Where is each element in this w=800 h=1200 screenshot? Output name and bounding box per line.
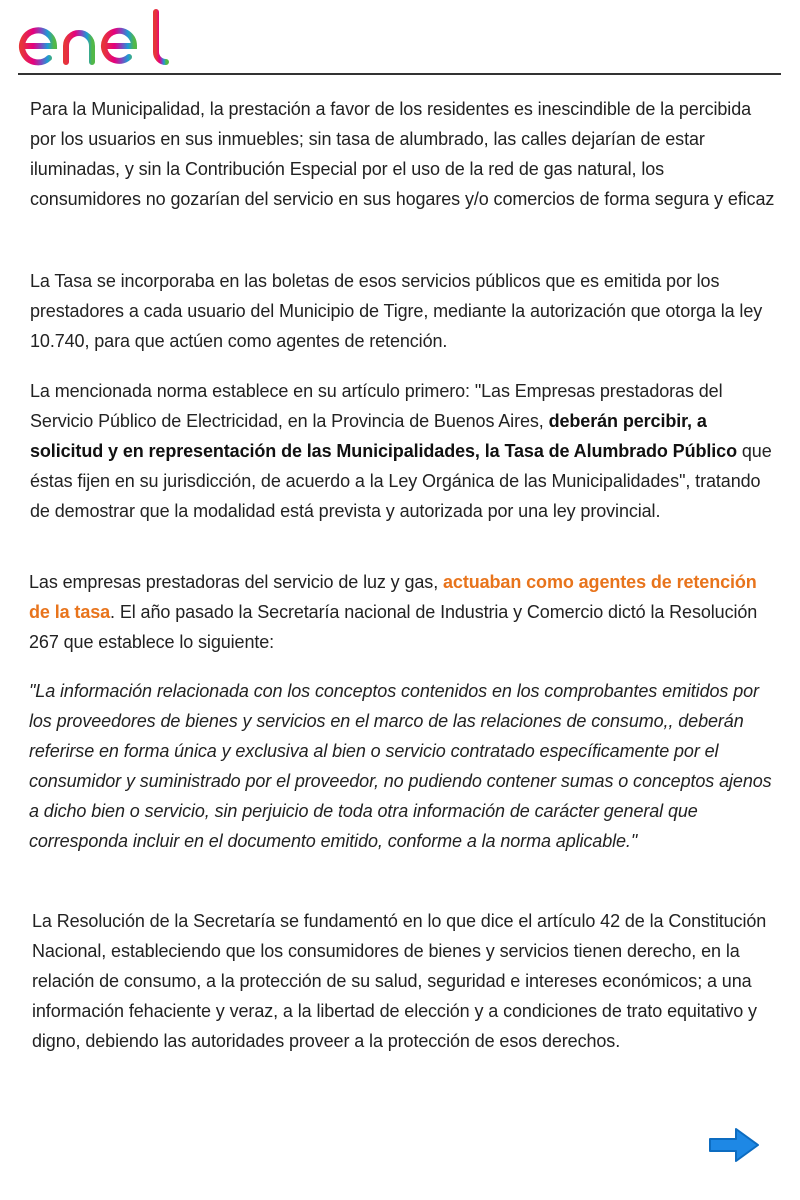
norma-text-end: que éstas fijen en su jurisdicción, de acuerdo a la Ley Orgánica de las Municipalidades", tratando de demostrar que la modalidad está prevista y autorizada por una ley provincial. — [30, 441, 772, 521]
header-divider — [18, 73, 781, 75]
norma-text: La mencionada norma establece en su artículo primero: "Las Empresas prestadoras del Servicio Público de Electricidad, en la Provincia de Buenos Aires, — [30, 381, 723, 431]
arrow-right-icon — [706, 1125, 762, 1165]
next-page-button[interactable] — [706, 1125, 762, 1165]
agentes-retencion-link[interactable]: actuaban como agentes de retención de la tasa — [29, 572, 757, 622]
paragraph-norma — [30, 376, 775, 526]
enel-logo — [16, 8, 176, 70]
paragraph-tasa-boletas: La Tasa se incorporaba en las boletas de esos servicios públicos que es emitida por los prestadores a cada usuario del Municipio de Tigre, mediante la autorización que otorga la ley 10.740, para que actúen como agentes de retención. — [30, 271, 763, 351]
norma-bold-text: deberán percibir, a solicitud y en representación de las Municipalidades, la Tasa de Alumbrado Público — [30, 411, 737, 461]
quote-resolucion: "La información relacionada con los conceptos contenidos en los comprobantes emitidos por los proveedores de bienes y servicios en el marco de las relaciones de consumo,, deberán referirse en forma única y exclusiva al bien o servicio contratado específicamente por el consumidor y suministrado por el proveedor, no pudiendo contener sumas o conceptos ajenos a dicho bien o servicio, sin perjuicio de toda otra información de carácter general que corresponda incluir en el documento emitido, conforme a la norma aplicable." — [29, 681, 772, 851]
paragraph-municipalidad: Para la Municipalidad, la prestación a favor de los residentes es inescindible de la percibida por los usuarios en sus inmuebles; sin tasa de alumbrado, las calles dejarían de estar iluminadas, y sin la Contribución Especial por el uso de la red de gas natural, los consumidores no gozarían del servicio en sus hogares y/o comercios de forma segura y eficaz — [30, 99, 775, 209]
empresas-text: Las empresas prestadoras del servicio de luz y gas, — [29, 572, 444, 592]
paragraph-constitucion: La Resolución de la Secretaría se fundamentó en lo que dice el artículo 42 de la Constitución Nacional, estableciendo que los consumidores de bienes y servicios tienen derecho, en la relación de consumo, a la protección de su salud, seguridad e intereses económicos; a una información fehaciente y veraz, a la libertad de elección y a condiciones de trato equitativo y digno, debiendo las autoridades proveer a la protección de esos derechos. — [32, 911, 767, 1051]
empresas-text-end: . El año pasado la Secretaría nacional de Industria y Comercio dictó la Resolución 267 que establece lo siguiente: — [29, 602, 758, 652]
page-header — [0, 0, 800, 76]
paragraph-empresas — [29, 567, 774, 657]
